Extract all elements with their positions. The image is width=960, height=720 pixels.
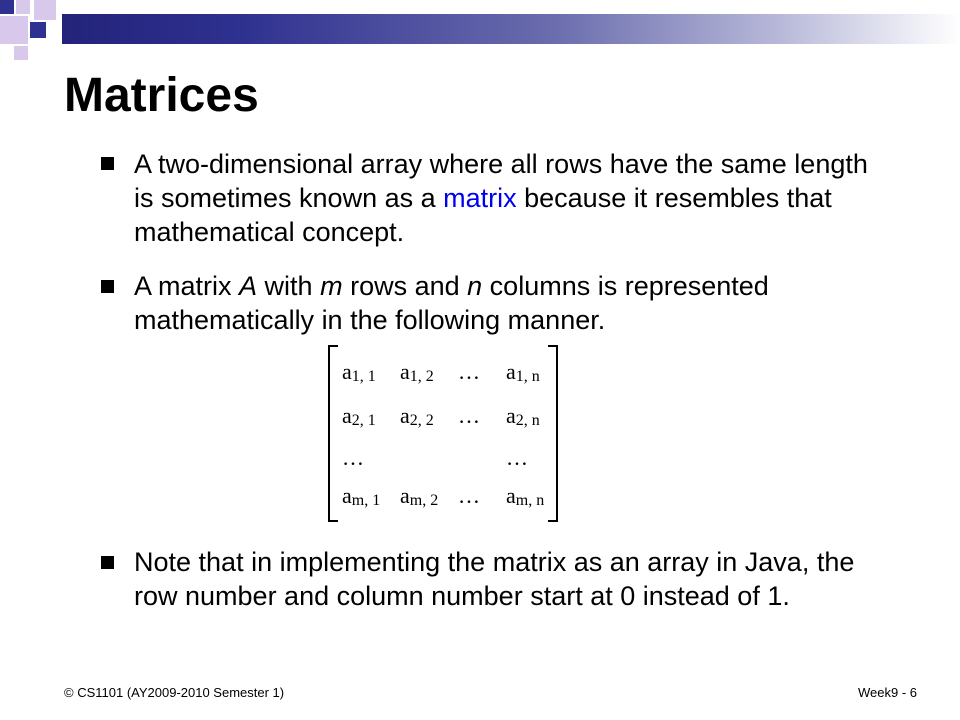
matrix-cell-subscript: 1, 2 bbox=[409, 368, 434, 385]
right-bracket bbox=[548, 345, 558, 522]
deco-square bbox=[0, 0, 14, 14]
matrix-cell-base: … bbox=[458, 483, 480, 508]
matrix-cell bbox=[342, 483, 380, 509]
bullet-matrix-definition bbox=[134, 147, 894, 249]
bullet-marker bbox=[101, 157, 114, 170]
matrix-cell bbox=[400, 483, 438, 509]
bullet-matrix-representation bbox=[134, 269, 894, 337]
footer-copyright: © CS1101 (AY2009-2010 Semester 1) bbox=[64, 685, 285, 700]
matrix-cell bbox=[458, 403, 480, 429]
matrix-cell-base: a bbox=[506, 483, 516, 508]
matrix-cell-base: a bbox=[342, 403, 352, 428]
matrix-cell bbox=[506, 403, 540, 429]
matrix-cell bbox=[342, 403, 376, 429]
header-bar bbox=[62, 14, 960, 44]
bullet-text: A two-dimensional array where all rows have the same length is sometimes known as a bbox=[134, 149, 868, 213]
matrix-cell-subscript: 2, n bbox=[515, 412, 540, 429]
matrix-cell-base: a bbox=[506, 403, 516, 428]
math-variable: A bbox=[239, 271, 258, 301]
matrix-cell bbox=[342, 359, 376, 385]
matrix-cell-subscript: m, 2 bbox=[409, 492, 439, 509]
matrix-cell bbox=[458, 359, 480, 385]
bullet-marker bbox=[101, 556, 114, 569]
math-variable: m bbox=[320, 271, 343, 301]
bullet-java-indexing: Note that in implementing the matrix as an array in Java, the row number and column number start at 0 instead of 1. bbox=[134, 547, 855, 611]
bullet-text: columns is represented mathematically in the following manner. bbox=[134, 271, 769, 335]
matrix-cell-subscript: m, 1 bbox=[351, 492, 381, 509]
matrix-cell-base: … bbox=[342, 445, 364, 470]
matrix-cell-subscript: 2, 1 bbox=[351, 412, 376, 429]
matrix-cell-subscript: 2, 2 bbox=[409, 412, 434, 429]
matrix-cell-base: a bbox=[400, 359, 410, 384]
matrix-cell bbox=[342, 445, 364, 471]
matrix-cell bbox=[506, 359, 540, 385]
matrix-cell-base: a bbox=[400, 483, 410, 508]
matrix-cell bbox=[400, 359, 434, 385]
bullet-text: with bbox=[257, 271, 321, 301]
slide-title: Matrices bbox=[64, 69, 259, 122]
matrix-cell-base: … bbox=[506, 445, 528, 470]
matrix-figure bbox=[328, 345, 558, 520]
bullet-marker bbox=[101, 280, 114, 293]
math-variable: n bbox=[467, 271, 483, 301]
matrix-cell-subscript: m, n bbox=[515, 492, 545, 509]
deco-square bbox=[30, 22, 46, 38]
deco-square bbox=[34, 0, 56, 20]
bullet-text: because it resembles that mathematical concept. bbox=[134, 183, 832, 247]
footer-page-number: Week9 - 6 bbox=[857, 685, 917, 700]
matrix-cell-base: … bbox=[458, 403, 480, 428]
bullet-text: rows and bbox=[342, 271, 468, 301]
matrix-cell-base: … bbox=[458, 359, 480, 384]
matrix-cell-subscript: 1, 1 bbox=[351, 368, 376, 385]
matrix-cell-base: a bbox=[342, 483, 352, 508]
bullet-text: A matrix bbox=[134, 271, 240, 301]
deco-square bbox=[48, 22, 62, 44]
matrix-cell bbox=[400, 403, 434, 429]
matrix-cell bbox=[458, 483, 480, 509]
left-bracket bbox=[328, 345, 338, 522]
matrix-cell-base: a bbox=[400, 403, 410, 428]
deco-square bbox=[16, 0, 30, 14]
highlight-term: matrix bbox=[443, 183, 517, 213]
matrix-cell bbox=[506, 483, 544, 509]
matrix-cell-base: a bbox=[342, 359, 352, 384]
matrix-cell-subscript: 1, n bbox=[515, 368, 540, 385]
matrix-cell bbox=[506, 445, 528, 471]
deco-square bbox=[0, 16, 28, 44]
matrix-cell-base: a bbox=[506, 359, 516, 384]
deco-square bbox=[14, 46, 28, 60]
